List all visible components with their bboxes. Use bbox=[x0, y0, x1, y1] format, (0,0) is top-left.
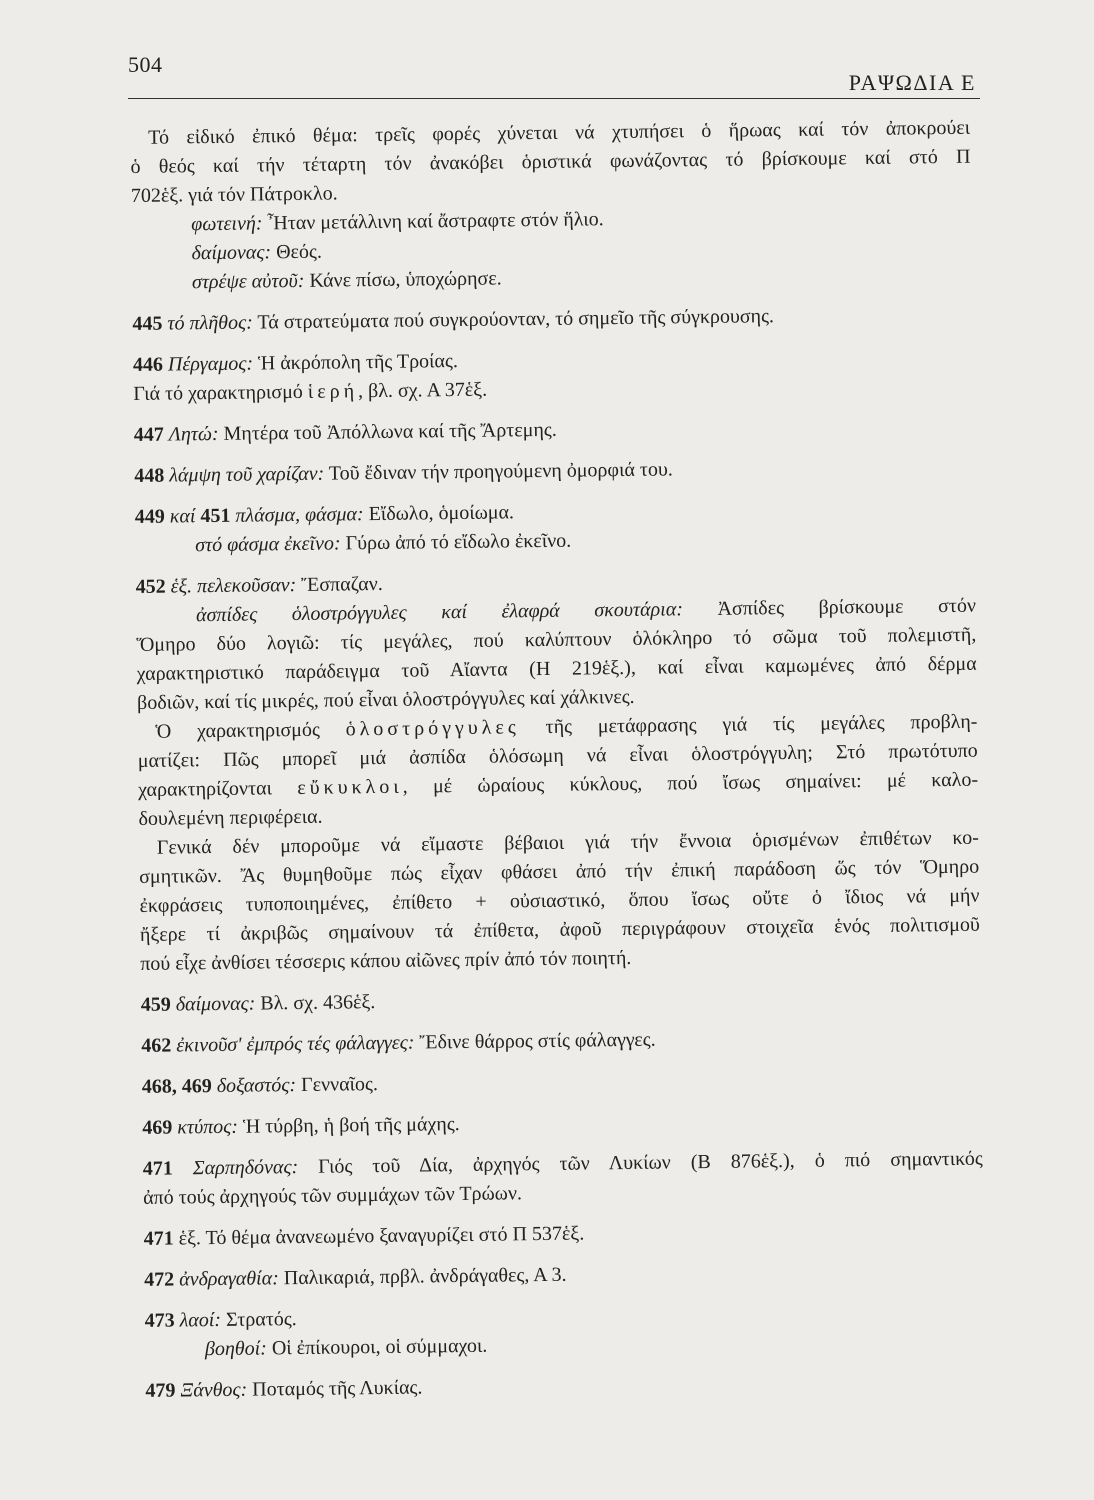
line-number: 451 bbox=[200, 504, 231, 528]
text-segment: χαρακτηρίζονται bbox=[138, 777, 298, 801]
lemma: στρέψε αὐτοῦ: bbox=[191, 269, 305, 294]
line-number: 446 bbox=[132, 353, 164, 376]
text-line bbox=[141, 981, 981, 1020]
lemma: καί bbox=[169, 505, 196, 528]
lemma: φωτεινή: bbox=[191, 212, 263, 236]
text-line bbox=[134, 411, 974, 450]
line-number: 468, 469 bbox=[141, 1075, 212, 1098]
line-number: 469 bbox=[142, 1116, 173, 1139]
line-number: 459 bbox=[140, 993, 171, 1016]
text-segment: Κάνε πίσω, ὑποχώρησε. bbox=[304, 267, 502, 292]
text-segment: ὁ θεός καί τήν τέταρτη τόν ἀνακόβει ὁριστικά φωνάζοντας τό βρίσκουμε καί στό Π bbox=[130, 145, 971, 178]
line-number: 472 bbox=[143, 1268, 175, 1291]
lemma: πλάσμα, φάσμα: bbox=[235, 503, 364, 527]
spaced-term: ἱερή bbox=[307, 380, 359, 403]
line-number: 462 bbox=[141, 1034, 172, 1057]
text-segment: Γενναῖος. bbox=[295, 1073, 379, 1097]
text-segment: Τά στρατεύματα πού συγκρούονταν, τό σημεῖο τῆς σύγκρουσης. bbox=[252, 305, 775, 334]
lemma: τό πλῆθος: bbox=[167, 311, 253, 335]
text-segment: Στρατός. bbox=[220, 1308, 297, 1331]
lemma: Ξάνθος: bbox=[180, 1378, 248, 1402]
lemma: δοξαστός: bbox=[216, 1074, 297, 1098]
text-segment: Μητέρα τοῦ Ἀπόλλωνα καί τῆς Ἄρτεμης. bbox=[218, 418, 557, 445]
lemma: Λητώ: bbox=[168, 422, 219, 446]
line-number: 448 bbox=[134, 464, 165, 487]
text-line bbox=[143, 1215, 983, 1254]
spaced-term: εὔκυκλοι bbox=[297, 775, 403, 800]
lemma: δαίμονας: bbox=[175, 992, 256, 1016]
chapter-title: ΡΑΨΩΔΙΑ Ε bbox=[848, 70, 976, 95]
lemma: ἑξ. πελεκοῦσαν: bbox=[170, 574, 297, 598]
text-segment: Ἔσπαζαν. bbox=[296, 572, 383, 597]
page-number: 504 bbox=[128, 52, 163, 77]
text-segment: ἀπό τούς ἀρχηγούς τῶν συμμάχων τῶν Τρώων. bbox=[142, 1182, 523, 1209]
text-segment: Ἡ ἀκρόπολη τῆς Τροίας. bbox=[252, 350, 459, 375]
text-segment: Ὅμηρο δύο λογιῶ: τίς μεγάλες, πού καλύπτουν ὁλόκληρο τό σῶμα τοῦ πολεμιστῆ, bbox=[136, 623, 977, 656]
text-line bbox=[144, 1256, 984, 1295]
text-line bbox=[134, 452, 974, 491]
text-segment: Τό εἰδικό ἐπικό θέμα: τρεῖς φορές χύνεται νά χτυπήσει ὁ ἥρωας καί τόν ἀποκρούει bbox=[148, 116, 971, 149]
text-segment: Οἱ ἐπίκουροι, οἱ σύμμαχοι. bbox=[266, 1334, 488, 1360]
text-segment: πού εἶχε ἀνθίσει τέσσερις κάπου αἰῶνες πρίν ἀπό τόν ποιητή. bbox=[140, 946, 632, 975]
lemma: ἐκινοῦσ' ἐμπρός τές φάλαγγες: bbox=[176, 1031, 415, 1057]
line-number: 452 bbox=[135, 575, 166, 598]
text-segment: Βλ. σχ. 436ἑξ. bbox=[255, 991, 376, 1015]
text-segment: Θεός. bbox=[270, 240, 323, 264]
text-segment: Γύρω ἀπό τό εἴδωλο ἐκεῖνο. bbox=[340, 529, 572, 555]
text-segment: Ἀσπίδες βρίσκουμε στόν bbox=[682, 594, 977, 621]
text-segment: Γενικά δέν μποροῦμε νά εἴμαστε βέβαιοι γιά τήν ἔννοια ὁρισμένων ἐπιθέτων κο- bbox=[156, 826, 979, 859]
text-segment: Τοῦ ἔδιναν τήν προηγούμενη ὀμορφιά του. bbox=[324, 458, 673, 485]
line-number: 471 bbox=[143, 1227, 174, 1250]
lemma: δαίμονας: bbox=[191, 241, 272, 265]
text-line bbox=[141, 1022, 981, 1061]
text-line bbox=[142, 1104, 982, 1143]
line-number: 479 bbox=[145, 1379, 176, 1402]
text-segment: Ἦταν μετάλλινη καί ἄστραφτε στόν ἥλιο. bbox=[262, 208, 604, 235]
text-segment: 702ἑξ. γιά τόν Πάτροκλο. bbox=[130, 182, 338, 207]
lemma: κτύπος: bbox=[177, 1115, 239, 1139]
text-line bbox=[132, 300, 972, 339]
text-segment: Γιά τό χαρακτηρισμό bbox=[133, 380, 308, 405]
text-line bbox=[142, 1063, 982, 1102]
lemma: Πέργαμος: bbox=[167, 352, 254, 376]
text-segment: ἑξ. Τό θέμα ἀνανεωμένο ξαναγυρίζει στό Π 537ἑξ. bbox=[173, 1222, 585, 1250]
text-segment: Ἔδινε θάρρος στίς φάλαγγες. bbox=[414, 1028, 656, 1054]
lemma: λαοί: bbox=[179, 1308, 222, 1332]
commentary-body bbox=[130, 114, 986, 1406]
text-segment: ἤξερε τί ἀκριβῶς σημαίνουν τά ἐπίθετα, ἀφοῦ περιγράφουν στοιχεῖα ἑνός πολιτισμοῦ bbox=[139, 913, 980, 946]
line-number: 471 bbox=[142, 1157, 173, 1180]
spaced-term: ὁλοστρόγγυλες bbox=[345, 716, 520, 741]
text-segment: βοδιῶν, καί τίς μικρές, πού εἶναι ὁλοστρόγγυλες καί χάλκινες. bbox=[136, 685, 635, 714]
text-segment: Ἡ τύρβη, ἡ βοή τῆς μάχης. bbox=[237, 1113, 460, 1138]
lemma: Σαρπηδόνας: bbox=[192, 1156, 299, 1180]
text-segment: χαρακτηριστικό παράδειγμα τοῦ Αἴαντα (Η 219ἑξ.), καί εἶναι καμωμένες ἀπό δέρμα bbox=[136, 652, 977, 685]
text-segment: Παλικαριά, πρβλ. ἀνδράγαθες, Α 3. bbox=[278, 1263, 567, 1290]
text-segment: ματίζει: Πῶς μπορεῖ μιά ἀσπίδα ὁλόσωμη νά εἶναι ὁλοστρόγγυλη; Στό πρωτότυπο bbox=[137, 739, 978, 772]
text-segment: Ποταμός τῆς Λυκίας. bbox=[247, 1376, 423, 1401]
text-segment: Ὁ χαρακτηρισμός bbox=[155, 718, 346, 743]
text-segment: σμητικῶν. Ἄς θυμηθοῦμε πώς εἶχαν φθάσει ἀπό τήν ἐπική παράδοση ὥς τόν Ὅμηρο bbox=[139, 855, 980, 888]
running-head bbox=[128, 52, 980, 99]
lemma: λάμψη τοῦ χαρίζαν: bbox=[169, 462, 325, 487]
line-number: 447 bbox=[133, 423, 164, 446]
lemma: ἀσπίδες ὁλοστρόγγυλες καί ἐλαφρά σκουτάρια: bbox=[195, 598, 684, 627]
line-number: 473 bbox=[144, 1309, 175, 1332]
text-segment: , μέ ὡραίους κύκλους, πού ἴσως σημαίνει: μέ καλο- bbox=[402, 768, 979, 798]
lemma: ἀνδραγαθία: bbox=[178, 1267, 279, 1291]
text-segment: , βλ. σχ. Α 37ἑξ. bbox=[357, 378, 488, 403]
text-segment: δουλεμένη περιφέρεια. bbox=[138, 805, 323, 830]
text-segment: Γιός τοῦ Δία, ἀρχηγός τῶν Λυκίων (Β 876ἑξ.), ὁ πιό σημαντικός bbox=[298, 1147, 983, 1179]
line-number: 449 bbox=[134, 505, 165, 528]
lemma: στό φάσμα ἐκεῖνο: bbox=[195, 532, 341, 557]
line-number: 445 bbox=[132, 312, 163, 335]
text-segment bbox=[173, 1157, 193, 1179]
text-segment: τῆς μετάφρασης γιά τίς μεγάλες προβλη- bbox=[519, 710, 978, 739]
lemma: βοηθοί: bbox=[204, 1337, 268, 1361]
text-line bbox=[145, 1367, 985, 1406]
text-segment: Εἴδωλο, ὁμοίωμα. bbox=[363, 501, 515, 526]
text-segment: ἐκφράσεις τυποποιημένες, ἐπίθετο + οὐσιαστικό, ὅπου ἴσως οὔτε ὁ ἴδιος νά μήν bbox=[139, 884, 980, 917]
